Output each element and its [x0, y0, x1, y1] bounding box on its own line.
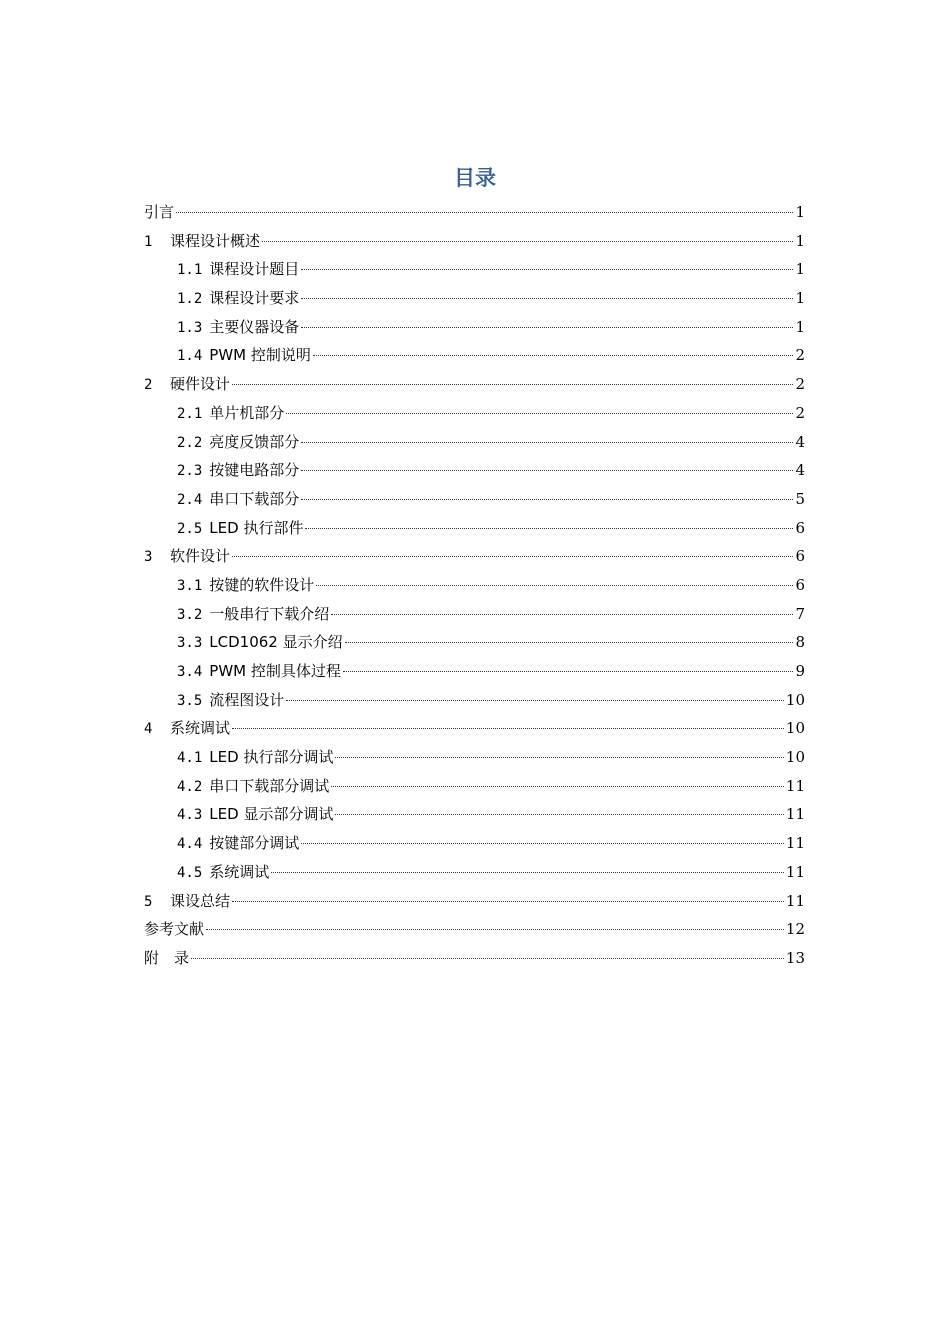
toc-entry-page-number: 11 — [785, 891, 805, 910]
toc-entry-number: 2.2 — [177, 434, 203, 451]
toc-entry-number: 3 — [144, 549, 153, 566]
toc-entry[interactable] — [144, 542, 805, 571]
toc-entry-number: 1 — [144, 233, 153, 250]
toc-entry-label — [177, 456, 299, 486]
toc-entry-label — [177, 772, 329, 802]
toc-entry[interactable] — [144, 772, 805, 801]
toc-entry-number: 4.5 — [177, 864, 203, 881]
toc-entry-number: 3.3 — [177, 635, 203, 652]
toc-entry-text: 流程图设计 — [209, 690, 285, 709]
toc-entry-number: 3.4 — [177, 664, 203, 680]
toc-entry-number: 1.1 — [177, 262, 203, 279]
toc-entry-page-number: 2 — [795, 375, 805, 394]
toc-entry[interactable] — [144, 714, 805, 743]
toc-entry-text: 课程设计要求 — [209, 289, 300, 308]
toc-entry-page-number: 10 — [785, 719, 805, 738]
dot-leader — [301, 269, 793, 270]
toc-entry-number: 3.1 — [177, 577, 203, 594]
dot-leader — [301, 442, 793, 443]
toc-entry-page-number: 5 — [795, 489, 805, 508]
dot-leader — [301, 470, 793, 471]
toc-entry-text: 课程设计题目 — [209, 260, 300, 279]
toc-entry-label — [144, 944, 189, 973]
toc-entry-page-number: 4 — [795, 432, 805, 451]
toc-entry-label — [177, 600, 329, 630]
toc-entry-text: 系统调试 — [209, 862, 270, 881]
toc-entry[interactable] — [144, 485, 805, 514]
dot-leader — [335, 757, 783, 758]
toc-entry-text: LED 执行部件 — [209, 518, 304, 537]
toc-entry[interactable] — [144, 313, 805, 342]
toc-entry-text: 软件设计 — [170, 547, 231, 566]
table-of-contents — [144, 198, 805, 973]
toc-entry-label — [144, 542, 230, 572]
toc-entry-page-number: 6 — [795, 547, 805, 566]
dot-leader — [313, 355, 794, 356]
toc-entry-text: 按键的软件设计 — [209, 575, 315, 594]
toc-entry-number: 1.3 — [177, 319, 203, 336]
toc-entry-number: 2.3 — [177, 463, 203, 480]
toc-entry-label — [144, 714, 230, 744]
toc-entry-number: 3.2 — [177, 606, 203, 623]
dot-leader — [176, 212, 793, 213]
toc-entry-label — [177, 628, 343, 658]
toc-entry[interactable] — [144, 341, 805, 370]
toc-entry-text: 单片机部分 — [209, 403, 285, 422]
toc-entry-page-number: 1 — [795, 260, 805, 279]
toc-entry[interactable] — [144, 800, 805, 829]
toc-entry-page-number: 11 — [785, 805, 805, 824]
toc-entry-page-number: 9 — [795, 662, 805, 680]
dot-leader — [301, 327, 793, 328]
dot-leader — [232, 728, 784, 729]
toc-entry[interactable] — [144, 255, 805, 284]
toc-entry-page-number: 2 — [795, 346, 805, 365]
toc-entry-label — [177, 341, 311, 371]
toc-entry-page-number: 10 — [785, 748, 805, 767]
dot-leader — [335, 814, 783, 815]
toc-entry[interactable] — [144, 198, 805, 227]
toc-entry-label — [177, 800, 333, 830]
toc-entry-page-number: 1 — [795, 289, 805, 308]
dot-leader — [301, 298, 793, 299]
toc-entry-text: 参考文献 — [144, 920, 205, 939]
toc-entry[interactable] — [144, 571, 805, 600]
toc-entry-number: 2 — [144, 377, 153, 394]
toc-entry-page-number: 13 — [785, 948, 805, 967]
toc-entry-text: 按键部分调试 — [209, 834, 300, 853]
toc-entry-text: 主要仪器设备 — [209, 317, 300, 336]
toc-entry-page-number: 2 — [795, 403, 805, 422]
toc-entry-page-number: 8 — [795, 633, 805, 652]
toc-entry-number: 4.2 — [177, 778, 203, 795]
toc-entry[interactable] — [144, 284, 805, 313]
toc-entry[interactable] — [144, 456, 805, 485]
toc-entry-text: 附 录 — [144, 948, 190, 967]
toc-entry-label — [144, 198, 174, 227]
dot-leader — [331, 786, 784, 787]
toc-entry[interactable] — [144, 858, 805, 887]
toc-entry[interactable] — [144, 428, 805, 457]
toc-entry-label — [144, 370, 230, 400]
toc-entry-page-number: 12 — [785, 920, 805, 939]
toc-entry-text: 课程设计概述 — [170, 231, 261, 250]
toc-entry[interactable] — [144, 887, 805, 916]
toc-entry-label — [177, 657, 341, 687]
toc-entry-page-number: 11 — [785, 862, 805, 881]
toc-entry-text: 串口下载部分 — [209, 489, 300, 508]
toc-entry-number: 2.4 — [177, 491, 203, 508]
dot-leader — [286, 700, 784, 701]
toc-entry-text: PWM 控制说明 — [209, 346, 311, 365]
toc-entry-page-number: 1 — [795, 203, 805, 221]
dot-leader — [316, 585, 793, 586]
toc-entry[interactable] — [144, 915, 805, 944]
toc-entry-number: 4.4 — [177, 836, 203, 853]
toc-entry-text: PWM 控制具体过程 — [209, 662, 341, 680]
dot-leader — [232, 384, 793, 385]
toc-entry-number: 4.3 — [177, 807, 203, 824]
toc-entry-number: 1.2 — [177, 291, 203, 308]
toc-entry-number: 1.4 — [177, 348, 203, 365]
toc-entry-text: 引言 — [144, 203, 175, 221]
dot-leader — [286, 413, 793, 414]
dot-leader — [206, 929, 784, 930]
toc-entry-page-number: 6 — [795, 518, 805, 537]
toc-entry-text: 系统调试 — [170, 719, 231, 738]
dot-leader — [345, 642, 794, 643]
toc-entry-label — [144, 915, 204, 944]
toc-entry-label — [177, 428, 299, 458]
toc-entry-text: 按键电路部分 — [209, 461, 300, 480]
toc-entry-label — [144, 227, 260, 257]
toc-entry-page-number: 11 — [785, 776, 805, 795]
toc-entry[interactable] — [144, 514, 805, 543]
toc-entry-label — [177, 514, 303, 544]
toc-entry-number: 4 — [144, 721, 153, 738]
dot-leader — [301, 499, 793, 500]
toc-entry-text: LED 执行部分调试 — [209, 748, 334, 767]
dot-leader — [271, 872, 784, 873]
dot-leader — [301, 843, 784, 844]
toc-entry-text: LCD1062 显示介绍 — [209, 633, 343, 652]
toc-entry[interactable] — [144, 829, 805, 858]
toc-entry-label — [177, 743, 333, 773]
dot-leader — [343, 671, 794, 672]
toc-entry-label — [177, 858, 269, 888]
toc-entry-text: 课设总结 — [170, 891, 231, 910]
dot-leader — [262, 241, 793, 242]
toc-entry[interactable] — [144, 399, 805, 428]
toc-entry-number: 4.1 — [177, 750, 203, 767]
toc-entry-text: 亮度反馈部分 — [209, 432, 300, 451]
toc-entry-label — [177, 255, 299, 285]
toc-entry-number: 2.5 — [177, 520, 203, 537]
toc-entry-number: 3.5 — [177, 692, 203, 709]
toc-entry-page-number: 7 — [795, 604, 805, 623]
toc-entry-number: 5 — [144, 893, 153, 910]
toc-entry-label — [144, 887, 230, 917]
toc-entry-label — [177, 571, 314, 601]
toc-entry-text: 串口下载部分调试 — [209, 776, 330, 795]
dot-leader — [305, 528, 793, 529]
toc-entry-label — [177, 686, 284, 716]
toc-entry[interactable] — [144, 227, 805, 256]
dot-leader — [191, 958, 784, 959]
toc-entry-page-number: 6 — [795, 575, 805, 594]
toc-title: 目录 — [454, 166, 496, 190]
toc-entry[interactable] — [144, 628, 805, 657]
toc-entry[interactable] — [144, 370, 805, 399]
toc-entry-label — [177, 284, 299, 314]
toc-entry-page-number: 4 — [795, 461, 805, 480]
toc-entry[interactable] — [144, 600, 805, 629]
toc-entry-number: 2.1 — [177, 405, 203, 422]
toc-entry-label — [177, 313, 299, 343]
toc-entry-label — [177, 399, 284, 429]
toc-entry[interactable] — [144, 944, 805, 973]
toc-entry[interactable] — [144, 686, 805, 715]
toc-entry-page-number: 1 — [795, 317, 805, 336]
dot-leader — [232, 901, 784, 902]
toc-entry-page-number: 1 — [795, 231, 805, 250]
toc-entry-label — [177, 829, 299, 859]
toc-entry-text: LED 显示部分调试 — [209, 805, 334, 824]
toc-entry-label — [177, 485, 299, 515]
dot-leader — [331, 614, 793, 615]
toc-entry[interactable] — [144, 743, 805, 772]
toc-entry[interactable] — [144, 657, 805, 686]
toc-entry-text: 一般串行下载介绍 — [209, 604, 330, 623]
toc-entry-page-number: 10 — [785, 690, 805, 709]
toc-entry-text: 硬件设计 — [170, 375, 231, 394]
toc-entry-page-number: 11 — [785, 834, 805, 853]
dot-leader — [232, 556, 793, 557]
